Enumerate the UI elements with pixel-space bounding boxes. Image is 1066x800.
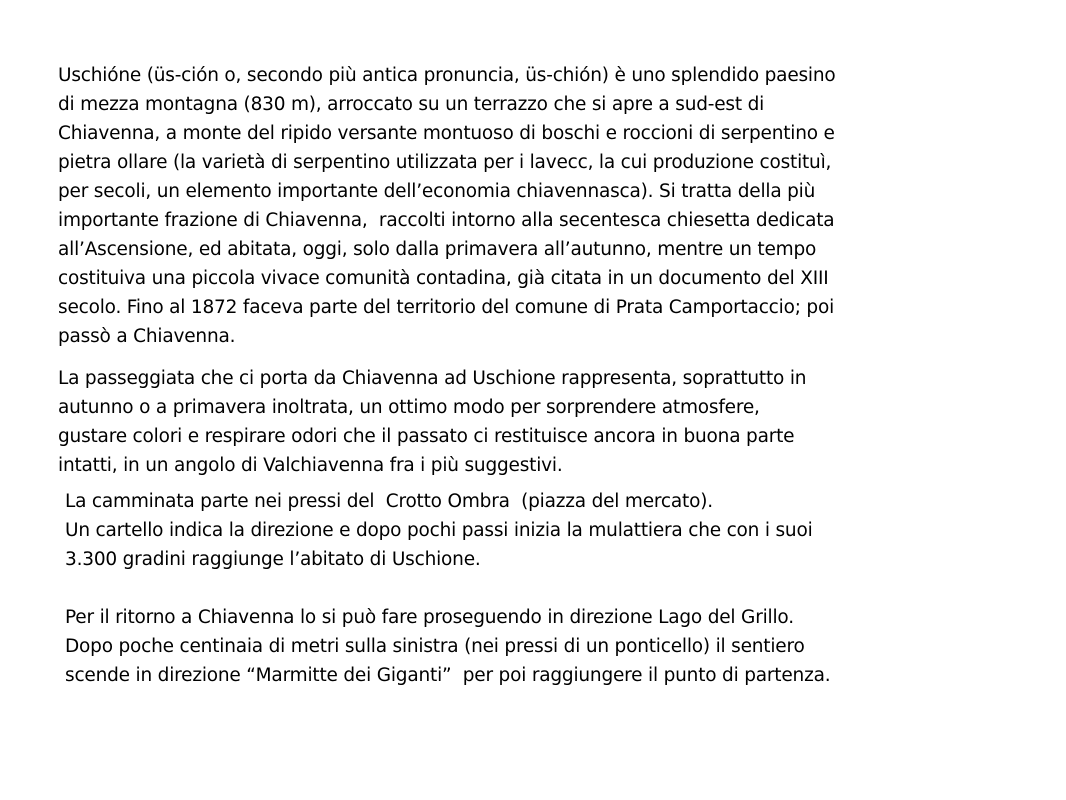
text-line: costituiva una piccola vivace comunità contadina, già citata in un documento del XIII <box>58 268 829 289</box>
text-line: gustare colori e respirare odori che il passato ci restituisce ancora in buona parte <box>58 426 795 447</box>
text-line: Un cartello indica la direzione e dopo pochi passi inizia la mulattiera che con i suoi <box>65 520 813 541</box>
text-line: pietra ollare (la varietà di serpentino utilizzata per i lavecc, la cui produzione costituì, <box>58 152 832 173</box>
text-line: all’Ascensione, ed abitata, oggi, solo dalla primavera all’autunno, mentre un tempo <box>58 239 817 260</box>
text-line: passò a Chiavenna. <box>58 326 236 347</box>
paragraph-itinerario <box>65 487 830 690</box>
text-line: importante frazione di Chiavenna, raccolti intorno alla secentesca chiesetta dedicata <box>58 210 835 231</box>
blank-line <box>65 574 830 603</box>
text-line: di mezza montagna (830 m), arroccato su un terrazzo che si apre a sud-est di <box>58 94 765 115</box>
text-line: Uschióne (üs-ción o, secondo più antica pronuncia, üs-chión) è uno splendido paesino <box>58 65 836 86</box>
text-line: per secoli, un elemento importante dell’economia chiavennasca). Si tratta della più <box>58 181 816 202</box>
paragraph-passeggiata <box>58 364 806 480</box>
text-line: Chiavenna, a monte del ripido versante montuoso di boschi e roccioni di serpentino e <box>58 123 835 144</box>
text-line: scende in direzione “Marmitte dei Giganti” per poi raggiungere il punto di partenza. <box>65 665 831 686</box>
text-line: La camminata parte nei pressi del Crotto Ombra (piazza del mercato). <box>65 491 713 512</box>
paragraph-uschione-intro <box>58 61 836 351</box>
text-line: autunno o a primavera inoltrata, un ottimo modo per sorprendere atmosfere, <box>58 397 760 418</box>
text-line: 3.300 gradini raggiunge l’abitato di Uschione. <box>65 549 481 570</box>
text-line: La passeggiata che ci porta da Chiavenna ad Uschione rappresenta, soprattutto in <box>58 368 807 389</box>
text-line: Per il ritorno a Chiavenna lo si può fare proseguendo in direzione Lago del Grillo. <box>65 607 794 628</box>
text-line: secolo. Fino al 1872 faceva parte del territorio del comune di Prata Camportaccio; poi <box>58 297 835 318</box>
text-line: intatti, in un angolo di Valchiavenna fra i più suggestivi. <box>58 455 563 476</box>
text-line: Dopo poche centinaia di metri sulla sinistra (nei pressi di un ponticello) il sentiero <box>65 636 805 657</box>
